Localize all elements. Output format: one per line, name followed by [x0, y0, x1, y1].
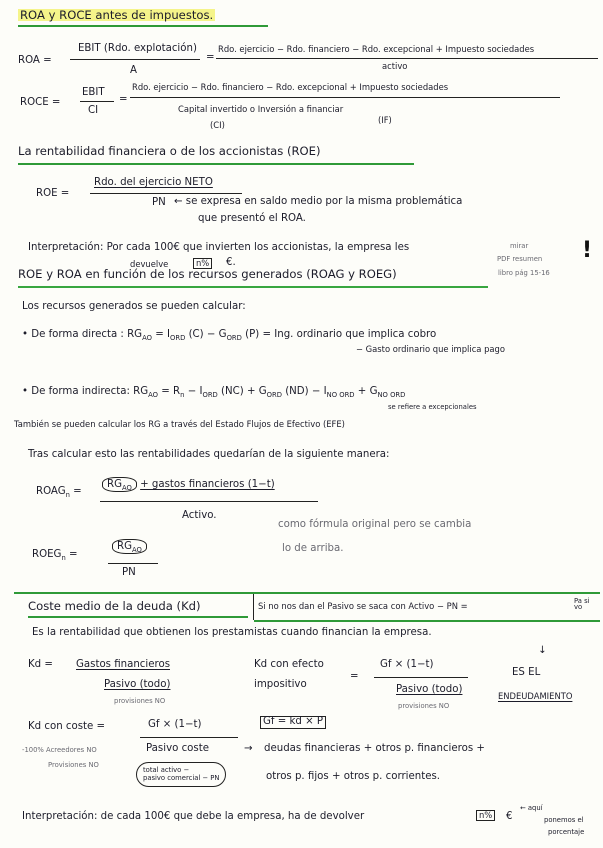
roa-denominator: A: [130, 65, 137, 76]
roa-denominator-expanded: activo: [382, 61, 408, 71]
rg-direct-cont: − Gasto ordinario que implica pago: [356, 344, 505, 354]
roag-label: $ROAG_n$ =: [36, 486, 82, 500]
roeg-denominator: PN: [122, 567, 136, 578]
roce-denominator-expanded: Capital invertido o Inversión a financiar: [178, 104, 344, 114]
side-note-libro: libro pág 15-16: [498, 269, 550, 277]
kd-interpretation: Interpretación: de cada 100€ que debe la empresa, ha de devolver: [22, 811, 365, 822]
endeudamiento-label: ENDEUDAMIENTO: [498, 691, 573, 701]
section-title-kd: Coste medio de la deuda (Kd): [28, 599, 201, 613]
kd-efecto-denominator: Pasivo (todo): [396, 684, 463, 695]
rg-direct-formula: • De forma directa : $RG_{AO} = I_{ORD}$ $(C) - G_{ORD}$ (P) = Ing. ordinario que implica cobro: [22, 329, 437, 343]
roeg-numerator: $RG_{AO}$: [112, 542, 147, 554]
roce-denominator: CI: [88, 105, 99, 116]
roag-note: como fórmula original pero se cambia: [278, 519, 472, 530]
roa-numerator-expanded: Rdo. ejercicio − Rdo. financiero − Rdo. excepcional + Impuesto sociedades: [218, 44, 535, 54]
roe-note: ← se expresa en saldo medio por la misma problemática: [174, 196, 463, 207]
kd-provisiones-note: provisiones NO: [114, 697, 166, 705]
roe-interp-returns: devuelve: [130, 259, 169, 269]
side-note-pdf: PDF resumen: [497, 255, 543, 263]
kd-coste-label: Kd con coste =: [28, 721, 106, 732]
aqui-note-2: ponemos el: [544, 816, 584, 824]
kd-efecto-label-cont: impositivo: [254, 679, 307, 690]
roe-denominator: PN: [152, 197, 166, 208]
section-title-roag-roeg: ROE y ROA en función de los recursos generados (ROAG y ROEG): [18, 267, 397, 281]
roe-interpretation: Interpretación: Por cada 100€ que invierten los accionistas, la empresa les: [28, 242, 410, 253]
kd-efecto-label: Kd con efecto: [254, 659, 324, 670]
section-title-roe: La rentabilidad financiera o de los accionistas (ROE): [18, 144, 321, 158]
fraction-bar: [70, 59, 200, 60]
roa-label: ROA =: [18, 55, 52, 66]
pasivo-coste-def-cont: otros p. fijos + otros p. corrientes.: [266, 771, 441, 782]
roag-note-cont: lo de arriba.: [282, 543, 344, 554]
fraction-bar: [130, 97, 560, 98]
kd-label: Kd =: [28, 659, 53, 670]
title-underline: [18, 163, 414, 165]
pasivo-vertical: Pa si vo: [574, 597, 590, 612]
side-note-mirar: mirar: [510, 242, 529, 250]
es-el-label: ES EL: [512, 667, 541, 678]
kd-efecto-provisiones-note: provisiones NO: [398, 702, 450, 710]
fraction-bar: [90, 193, 242, 194]
kd-coste-numerator: Gf × (1−t): [148, 719, 202, 730]
kd-efecto-numerator: Gf × (1−t): [380, 659, 434, 670]
section-divider: [14, 592, 600, 594]
separator-line: [253, 594, 254, 620]
rg-efe-line: También se pueden calcular los RG a través del Estado Flujos de Efectivo (EFE): [14, 419, 345, 429]
equals-sign: =: [350, 671, 359, 682]
title-underline: [28, 616, 248, 618]
roa-numerator: EBIT (Rdo. explotación): [78, 43, 197, 54]
excepcionales-note: se refiere a excepcionales: [388, 403, 477, 411]
fraction-bar: [374, 677, 468, 678]
fraction-bar: [80, 101, 114, 102]
kd-coste-side-note-2: Provisiones NO: [48, 761, 99, 769]
euro-sign: €: [506, 811, 513, 822]
kd-coste-side-note: -100% Acreedores NO: [22, 746, 97, 754]
aqui-note: ← aquí: [520, 804, 543, 812]
exclamation-mark: !: [582, 238, 593, 263]
fraction-bar: [140, 737, 238, 738]
percentage-box: n%: [193, 258, 212, 269]
right-arrow: →: [244, 743, 253, 754]
title-underline: [18, 25, 268, 27]
roe-note-cont: que presentó el ROA.: [198, 213, 306, 224]
euro-sign: €.: [226, 257, 236, 268]
gf-formula-box: Gf = kd × P: [260, 716, 326, 729]
rent-intro: Tras calcular esto las rentabilidades quedarían de la siguiente manera:: [28, 449, 390, 460]
fraction-bar: [108, 563, 158, 564]
equals-sign: =: [206, 52, 215, 63]
title-underline: [18, 286, 488, 288]
section-title-roa-roce: ROA y ROCE antes de impuestos.: [20, 8, 214, 22]
pasivo-coste-def: deudas financieras + otros p. financieros +: [264, 743, 485, 754]
roag-numerator: $RG_{AO}$ + gastos financieros (1−t): [102, 480, 275, 492]
percentage-box: n%: [476, 810, 495, 821]
roce-label: ROCE =: [20, 97, 61, 108]
roce-ci-note: (CI): [210, 120, 225, 130]
roce-numerator-expanded: Rdo. ejercicio − Rdo. financiero − Rdo. excepcional + Impuesto sociedades: [132, 82, 449, 92]
rg-indirect-formula: • De forma indirecta: $RG_{AO} = R_n - I_{ORD}$ $(NC) + G_{ORD}$ $(ND) - I_{NO ORD} + G_{NO ORD}$: [22, 386, 406, 400]
fraction-bar: [216, 58, 598, 59]
fraction-bar: [100, 501, 318, 502]
roe-numerator: Rdo. del ejercicio NETO: [94, 177, 213, 188]
rg-intro: Los recursos generados se pueden calcular:: [22, 301, 246, 312]
roe-label: ROE =: [36, 188, 70, 199]
equals-sign: =: [119, 94, 128, 105]
kd-title-note: Si no nos dan el Pasivo se saca con Activo − PN =: [258, 601, 468, 611]
roag-denominator: Activo.: [182, 510, 217, 521]
aqui-note-3: porcentaje: [548, 828, 585, 836]
roce-numerator: EBIT: [82, 87, 105, 98]
note-underline: [254, 620, 600, 622]
kd-coste-denominator: Pasivo coste: [146, 743, 209, 754]
down-arrow: ↓: [538, 645, 547, 656]
roce-if-note: (IF): [378, 115, 392, 125]
pasivo-coste-oval: total activo − pasivo comercial − PN: [136, 762, 226, 787]
kd-definition: Es la rentabilidad que obtienen los prestamistas cuando financian la empresa.: [32, 627, 432, 638]
kd-denominator: Pasivo (todo): [104, 679, 171, 690]
kd-numerator: Gastos financieros: [76, 659, 170, 670]
roeg-label: $ROEG_n$ =: [32, 549, 78, 563]
